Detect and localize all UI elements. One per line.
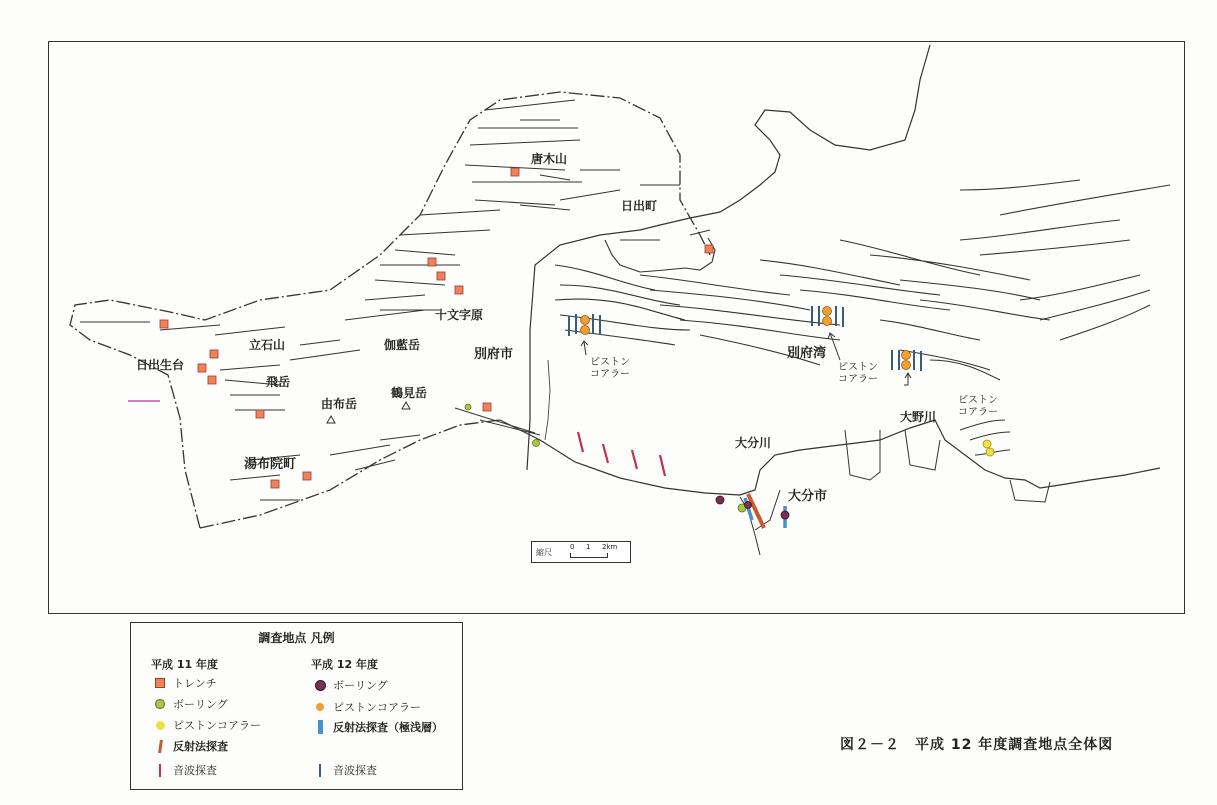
label-yufuinmachi: 湯布院町 xyxy=(244,457,297,472)
boring-h12-marker xyxy=(745,502,752,509)
label-beppuwan: 別府湾 xyxy=(787,346,827,361)
river xyxy=(545,360,550,440)
sonar-h11-line xyxy=(632,450,637,469)
callout-piston-west: ピストン コアラー xyxy=(590,357,630,380)
legend-h11-sonar xyxy=(153,762,217,778)
scale-label: 縮尺 xyxy=(536,548,552,557)
legend-h12-header xyxy=(311,656,378,672)
legend-h12-boring-label: ボーリング xyxy=(333,679,388,692)
legend-h11-reflection-label: 反射法探査 xyxy=(173,740,228,753)
label-hijimachi: 日出町 xyxy=(621,199,658,213)
boring-h11-marker xyxy=(465,404,471,410)
legend-h12-reflection xyxy=(313,719,443,735)
piston-h12-marker xyxy=(823,317,832,326)
label-jumonjibaru: 十文字原 xyxy=(435,308,484,322)
trench-marker xyxy=(428,258,436,266)
sonar-h12-symbol-icon xyxy=(313,763,327,777)
trench-marker xyxy=(160,320,168,328)
trench-marker xyxy=(208,376,216,384)
trench-markers xyxy=(160,168,713,488)
label-tsurumidake: 鶴見岳 xyxy=(391,386,428,400)
legend-h12-reflection-label: 反射法探査（極浅層） xyxy=(333,721,443,734)
legend-h12-piston-label: ピストンコアラー xyxy=(333,701,421,714)
arrow-piston-east xyxy=(904,373,911,385)
label-tateishiyama: 立石山 xyxy=(249,338,286,352)
fault-lines-sea xyxy=(555,180,1170,455)
legend-h12-piston xyxy=(313,699,421,715)
legend-h11-piston xyxy=(153,717,261,733)
legend-h12-sonar xyxy=(313,762,377,778)
scale-ruler xyxy=(570,553,608,558)
label-karakiyama: 唐木山 xyxy=(531,152,568,166)
legend-h12-sonar-label: 音波探査 xyxy=(333,764,377,777)
legend-h12-boring xyxy=(313,677,388,693)
coastline-north xyxy=(527,45,930,470)
piston-h11-marker xyxy=(986,448,994,456)
scale-tick-0: 0 xyxy=(570,543,575,551)
legend-h11-piston-label: ピストンコアラー xyxy=(173,719,261,732)
legend-title: 調査地点 凡例 xyxy=(258,631,335,645)
sonar-h11-symbol-icon xyxy=(153,763,167,777)
piston-h12-symbol-icon xyxy=(313,700,327,714)
coastline-hiji xyxy=(605,238,715,272)
callout-piston-center: ピストン コアラー xyxy=(838,362,878,385)
figure-caption: 図２－２ 平成 12 年度調査地点全体図 xyxy=(840,737,1114,753)
legend-h11-reflection xyxy=(153,738,228,754)
reflection-h11-symbol-icon xyxy=(153,739,167,753)
label-garandake: 伽藍岳 xyxy=(384,338,421,352)
boring-h12-symbol-icon xyxy=(313,678,327,692)
label-hijiubudai: 日出生台 xyxy=(136,358,185,372)
piston-h12-marker xyxy=(581,326,590,335)
callout-piston-east: ピストン コアラー xyxy=(958,395,998,418)
legend-h11-boring xyxy=(153,696,228,712)
trench-marker xyxy=(271,480,279,488)
trench-marker xyxy=(455,286,463,294)
arrow-piston-west xyxy=(581,341,588,355)
reflection-h12-symbol-icon xyxy=(313,720,327,734)
peak-triangle-yufudake xyxy=(327,416,335,423)
sonar-h11-line xyxy=(660,455,665,476)
legend-h11-header xyxy=(151,656,218,672)
legend-h11-header-text: 平成 11 年度 xyxy=(151,658,218,671)
piston-h11-symbol-icon xyxy=(153,718,167,732)
sonar-h11-lines xyxy=(578,432,665,476)
fault-lines-land xyxy=(80,100,710,500)
boring-h12-marker xyxy=(716,496,724,504)
scale-tick-2: 2km xyxy=(602,543,618,551)
sonar-h11-line xyxy=(578,432,583,452)
label-tobidake: 飛岳 xyxy=(266,375,291,389)
boring-h11-marker xyxy=(533,440,540,447)
trench-marker xyxy=(303,472,311,480)
label-beppushi: 別府市 xyxy=(474,347,514,362)
coastline-south xyxy=(500,420,1160,495)
trench-marker xyxy=(256,410,264,418)
scale-tick-1: 1 xyxy=(586,543,591,551)
legend-h11-trench-label: トレンチ xyxy=(173,677,217,690)
sonar-h11-line xyxy=(603,444,608,463)
arrow-piston-center xyxy=(828,333,840,360)
label-oitashi: 大分市 xyxy=(788,489,828,504)
piston-h12-marker xyxy=(902,351,911,360)
label-yufudake: 由布岳 xyxy=(321,397,358,411)
legend-h11-trench xyxy=(153,675,217,691)
boundary-east-lower xyxy=(200,420,500,528)
trench-marker xyxy=(705,245,713,253)
piston-h12-marker xyxy=(823,307,832,316)
piston-h11-marker xyxy=(983,440,991,448)
legend-h12-header-text: 平成 12 年度 xyxy=(311,658,378,671)
piston-h12-marker xyxy=(581,316,590,325)
legend xyxy=(130,622,463,790)
boring-h11-markers xyxy=(465,404,746,512)
boring-h12-marker xyxy=(781,511,789,519)
scale-bar xyxy=(531,541,631,563)
piston-h12-marker xyxy=(902,361,911,370)
trench-marker xyxy=(437,272,445,280)
trench-marker xyxy=(198,364,206,372)
legend-h11-boring-label: ボーリング xyxy=(173,698,228,711)
trench-marker xyxy=(483,403,491,411)
label-oitagawa: 大分川 xyxy=(735,436,772,450)
boring-h11-symbol-icon xyxy=(153,697,167,711)
trench-marker xyxy=(511,168,519,176)
coastline-oita-port xyxy=(740,430,1050,555)
legend-h11-sonar-label: 音波探査 xyxy=(173,764,217,777)
peak-triangle-tsurumidake xyxy=(402,402,410,409)
label-onogawa: 大野川 xyxy=(900,410,937,424)
trench-marker xyxy=(210,350,218,358)
trench-symbol-icon xyxy=(153,676,167,690)
